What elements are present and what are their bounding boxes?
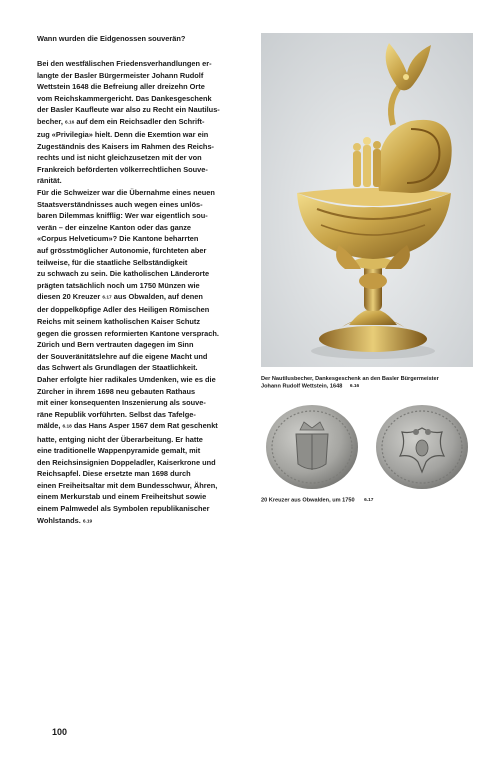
body-line <box>37 339 262 351</box>
caption-coins <box>261 497 476 505</box>
body-line-text: verän – der einzelne Kanton oder das ganze <box>37 222 192 232</box>
body-line <box>37 104 262 116</box>
body-line <box>37 222 262 234</box>
body-line-text: Daher erfolgte hier radikales Umdenken, wie es die <box>37 375 216 385</box>
body-line-text: Bei den westfälischen Friedensverhandlungen er- <box>37 59 212 68</box>
body-line-text: zu schwach zu sein. Die katholischen Länderorte <box>37 269 210 279</box>
body-line-text: Wettstein 1648 die Befreiung aller dreizehn Orte <box>37 82 205 92</box>
body-line-text: räne Republik vorführten. Selbst das Tafelge- <box>37 409 196 419</box>
body-line <box>37 129 262 141</box>
body-line-text: hatte, entging nicht der Überarbeitung. Er hatte <box>37 434 203 444</box>
body-line <box>37 152 262 164</box>
body-line <box>37 280 262 292</box>
body-text <box>37 58 262 528</box>
body-line <box>37 491 262 503</box>
body-line <box>37 187 262 199</box>
body-line-text: einem Merkurstab und einem Freiheitshut sowie <box>37 492 207 502</box>
body-line-text: den Reichsinsignien Doppeladler, Kaiserkrone und <box>37 457 216 467</box>
body-line <box>37 116 262 129</box>
article-heading: Wann wurden die Eidgenossen souverän? <box>37 34 186 43</box>
body-line <box>37 304 262 316</box>
body-line-text: prägten tatsächlich noch um 1750 Münzen wie <box>37 280 200 290</box>
nautilus-cup-photo <box>261 33 473 367</box>
body-line <box>37 268 262 280</box>
body-line-text: mälde, <box>37 421 63 431</box>
body-line-text: teilweise, für die staatliche Selbständigkeit <box>37 257 188 267</box>
body-line-text: «Corpus Helveticum»? Die Kantone beharrten <box>37 234 199 244</box>
body-line <box>37 291 262 304</box>
body-line-text: zug «Privilegia» hielt. Denn die Exemtion war ein <box>37 130 209 140</box>
body-line <box>37 164 262 176</box>
body-line-text: aus Obwalden, auf denen <box>111 292 203 302</box>
body-line <box>37 257 262 269</box>
figure-reference: 6.16 <box>349 384 360 390</box>
body-line <box>37 420 262 433</box>
body-line <box>37 93 262 105</box>
body-line <box>37 480 262 492</box>
body-line-text: der Souveränitätslehre auf die eigene Macht und <box>37 351 208 361</box>
body-line-text: Frankreich beförderten völkerrechtlichen Souve- <box>37 164 208 174</box>
body-line-text: Staatsverständnisses auch wegen eines unlös- <box>37 199 203 209</box>
body-line <box>37 199 262 211</box>
body-line-text: mit einer konsequenten Inszenierung als souve- <box>37 398 206 408</box>
body-line <box>37 141 262 153</box>
caption-line-1: Der Nautilusbecher, Dankesgeschenk an den Basler Bürgermeister <box>261 376 439 382</box>
body-line <box>37 245 262 257</box>
body-line <box>37 210 262 222</box>
body-line-text: langte der Basler Bürgermeister Johann Rudolf <box>37 70 204 80</box>
body-line-text: das Schwert als Grundlagen der Staatlichkeit. <box>37 363 198 373</box>
body-line <box>37 374 262 386</box>
body-line <box>37 362 262 374</box>
body-line <box>37 70 262 82</box>
figure-reference: 6.18 <box>62 424 72 430</box>
figure-reference: 6.16 <box>64 120 75 126</box>
body-line <box>37 316 262 328</box>
body-line-text: Wohlstands. <box>37 515 83 525</box>
body-line-text: Reichs mit seinem katholischen Kaiser Schutz <box>37 317 201 327</box>
figure-reference: 6.19 <box>82 519 93 525</box>
caption-line-2: Johann Rudolf Wettstein, 1648 <box>261 383 343 390</box>
body-line-text: gegen die grossen reformierten Kantone versprach. <box>37 328 219 338</box>
body-line-text: Zürich und Bern vertrauten dagegen im Sinn <box>37 340 194 350</box>
body-line <box>37 233 262 245</box>
body-line <box>37 434 262 446</box>
figure-reference: 6.17 <box>102 295 112 301</box>
body-line <box>37 445 262 457</box>
caption-coins-text: 20 Kreuzer aus Obwalden, um 1750 <box>261 497 355 504</box>
body-line <box>37 81 262 93</box>
body-line-text: auf dem ein Reichsadler den Schrift- <box>74 116 205 126</box>
body-line <box>37 328 262 340</box>
body-line <box>37 457 262 469</box>
body-line <box>37 468 262 480</box>
body-line-text: vom Reichskammergericht. Das Dankesgeschenk <box>37 93 212 103</box>
body-line-text: Zugeständnis des Kaisers im Rahmen des Reichs- <box>37 141 215 151</box>
body-line-text: baren Dilemmas knifflig: Wer war eigentlich sou- <box>37 211 208 221</box>
figure-reference: 6.17 <box>364 498 374 503</box>
body-line <box>37 175 262 187</box>
page-number: 100 <box>52 727 68 737</box>
body-line-text: der doppelköpfige Adler des Heiligen Römischen <box>37 305 210 315</box>
body-line <box>37 515 262 528</box>
body-line-text: einen Freiheitsaltar mit dem Bundesschwur, Ähren, <box>37 480 218 490</box>
body-line <box>37 503 262 515</box>
body-line <box>37 409 262 421</box>
body-line-text: eine traditionelle Wappenpyramide gemalt, mit <box>37 446 201 456</box>
coin-obverse-photo <box>262 404 362 490</box>
body-line <box>37 58 262 70</box>
body-line-text: rechts und ist nicht gleichzusetzen mit der von <box>37 153 202 163</box>
coin-reverse-eagle-photo <box>372 404 472 490</box>
body-line-text: diesen 20 Kreuzer <box>37 292 103 302</box>
body-line-text: ränität. <box>37 176 62 186</box>
body-line <box>37 351 262 363</box>
body-line-text: auf grösstmöglicher Autonomie, fürchteten aber <box>37 246 207 255</box>
body-line-text: Zürcher in ihrem 1698 neu gebauten Rathaus <box>37 386 196 396</box>
body-line-text: das Hans Asper 1567 dem Rat geschenkt <box>71 421 218 431</box>
body-line-text: der Basler Kaufleute war also zu Recht ein Nautilus- <box>37 105 220 115</box>
body-line <box>37 386 262 398</box>
body-line-text: becher, <box>37 116 65 126</box>
body-line-text: einem Palmwedel als Symbolen republikanischer <box>37 504 210 514</box>
body-line-text: Reichsapfel. Diese ersetzte man 1698 durch <box>37 469 191 479</box>
body-line-text: Für die Schweizer war die Übernahme eines neuen <box>37 188 215 198</box>
body-line <box>37 397 262 409</box>
caption-nautilus-cup <box>261 376 476 391</box>
